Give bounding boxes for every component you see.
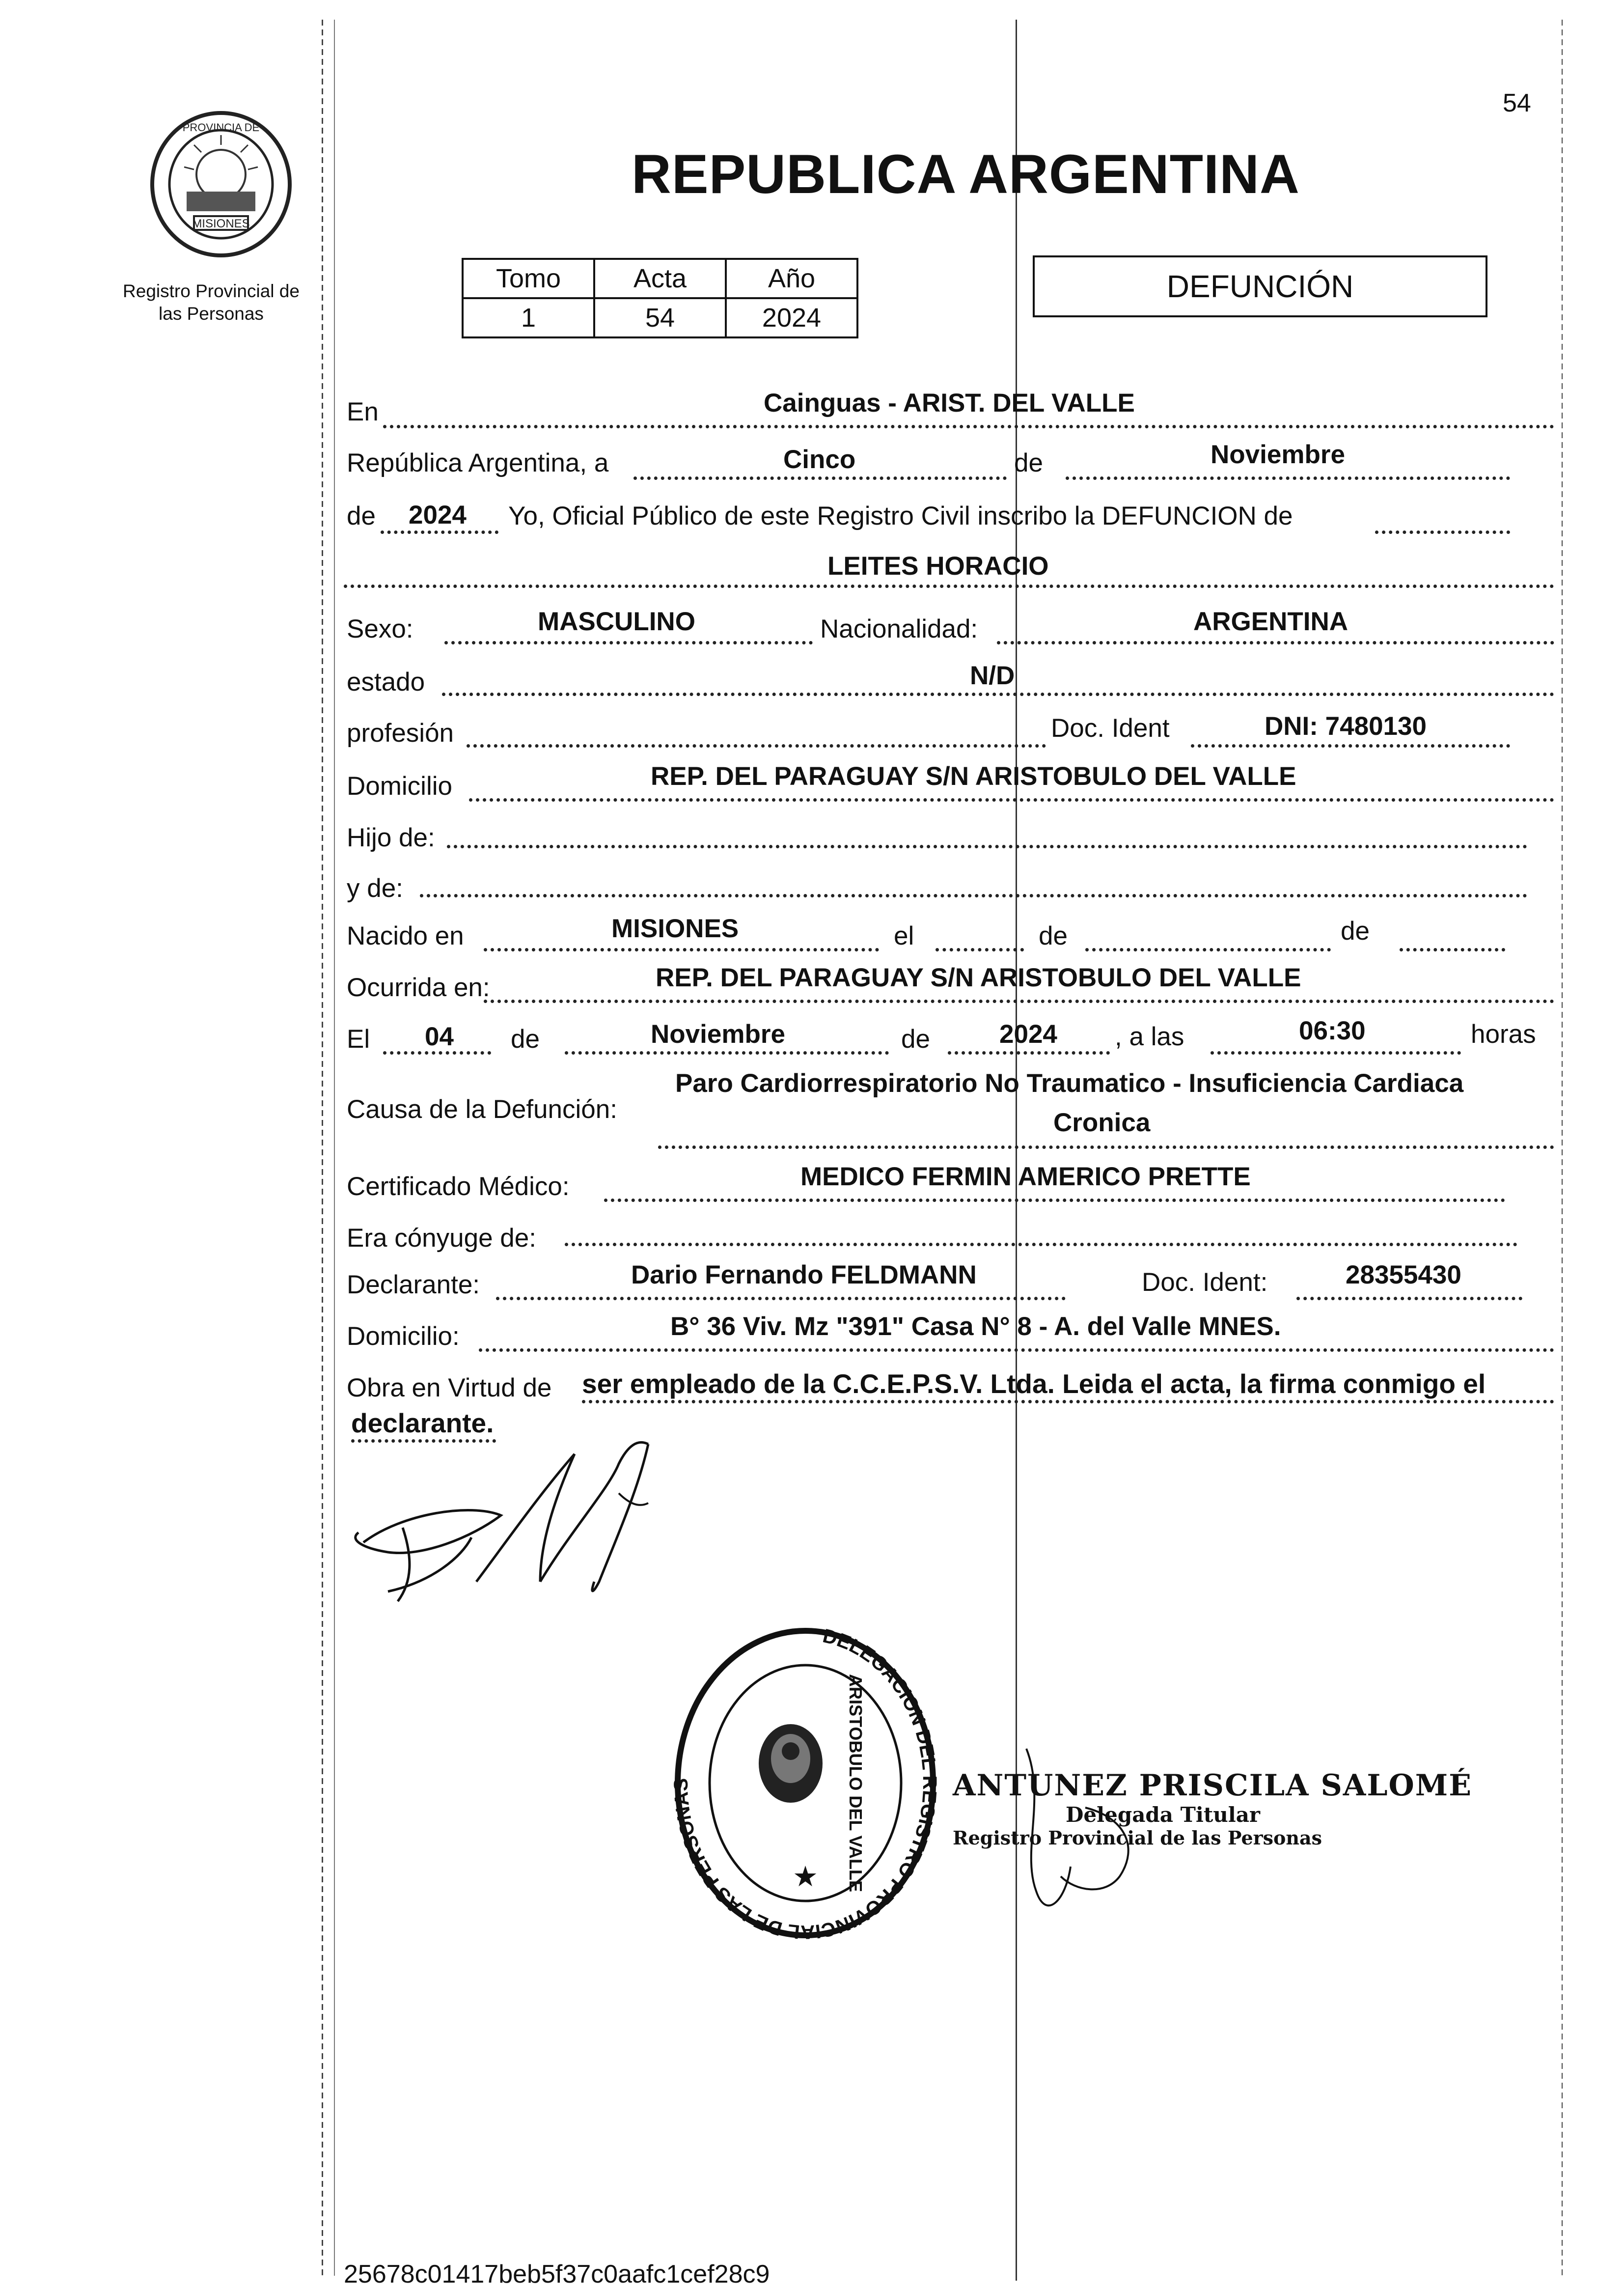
y-de-fill-line xyxy=(420,894,1527,897)
doc-ident2-label: Doc. Ident: xyxy=(1142,1268,1268,1297)
obra-fill-line xyxy=(582,1400,1554,1403)
record-type-box: DEFUNCIÓN xyxy=(1033,255,1487,317)
profesion-fill-line xyxy=(467,744,1046,748)
right-margin-line xyxy=(1562,20,1563,2276)
svg-text:★: ★ xyxy=(793,1861,818,1893)
death-day: 04 xyxy=(425,1022,454,1051)
ocurrida-value: REP. DEL PARAGUAY S/N ARISTOBULO DEL VALLE xyxy=(656,963,1301,992)
oficial-text: Yo, Oficial Público de este Registro Civil inscribo la DEFUNCION de xyxy=(508,502,1293,530)
left-margin-line xyxy=(322,20,323,2276)
svg-text:MISIONES: MISIONES xyxy=(192,217,250,230)
oficial-fill-line xyxy=(1375,530,1510,534)
hijo-de-label: Hijo de: xyxy=(347,823,435,852)
declarante-fill-line xyxy=(496,1297,1066,1300)
domicilio2-label: Domicilio: xyxy=(347,1322,460,1351)
day-fill-line xyxy=(633,476,1007,480)
province-seal-icon xyxy=(147,111,295,258)
tomo-value: 1 xyxy=(463,298,594,337)
nacido-en-fill-line xyxy=(484,948,879,951)
nacionalidad-fill-line xyxy=(997,641,1554,644)
el2-label: El xyxy=(347,1025,370,1054)
causa-fill-line xyxy=(658,1145,1554,1149)
estado-label: estado xyxy=(347,668,425,697)
causa-label: Causa de la Defunción: xyxy=(347,1095,617,1124)
doc-ident2-value: 28355430 xyxy=(1346,1260,1461,1289)
a-las-label: , a las xyxy=(1115,1022,1184,1051)
tomo-header: Tomo xyxy=(463,259,594,298)
registry-name xyxy=(118,280,304,325)
anio-header: Año xyxy=(726,259,857,298)
month-value: Noviembre xyxy=(1211,440,1345,469)
registry-name-line2: las Personas xyxy=(159,304,264,324)
domicilio-value: REP. DEL PARAGUAY S/N ARISTOBULO DEL VALLE xyxy=(651,762,1296,791)
left-margin-line-2 xyxy=(334,20,335,2276)
el-fill-line xyxy=(936,948,1024,951)
en-label: En xyxy=(347,397,379,426)
nacido-en-label: Nacido en xyxy=(347,921,464,950)
delegate-signature xyxy=(1007,1729,1154,1935)
sexo-label: Sexo: xyxy=(347,614,413,643)
causa-line2: Cronica xyxy=(1053,1108,1151,1137)
record-number-table xyxy=(462,258,858,338)
center-fold-line xyxy=(1016,20,1017,2281)
month-fill-line xyxy=(1066,476,1510,480)
stamp-inner-text: ARISTOBULO DEL VALLE xyxy=(846,1674,866,1893)
y-de-label: y de: xyxy=(347,874,403,903)
stamp-ring-text: DELEGACION DEL REGISTRO PROVINCIAL DE LAS PERSONAS xyxy=(670,1625,940,1943)
delegate-name: ANTUNEZ PRISCILA SALOMÉ xyxy=(953,1768,1472,1803)
year-fill-line xyxy=(381,530,498,534)
deceased-name: LEITES HORACIO xyxy=(827,552,1049,581)
de5-label: de xyxy=(511,1025,540,1054)
name-fill-line xyxy=(344,585,1554,588)
domicilio2-value: B° 36 Viv. Mz "391" Casa N° 8 - A. del Valle MNES. xyxy=(670,1312,1281,1341)
republica-label: República Argentina, a xyxy=(347,448,609,477)
nacionalidad-label: Nacionalidad: xyxy=(820,614,978,643)
domicilio-label: Domicilio xyxy=(347,772,452,801)
svg-text:PROVINCIA DE: PROVINCIA DE xyxy=(182,121,260,134)
domicilio-fill-line xyxy=(469,798,1554,802)
delegate-registry: Registro Provincial de las Personas xyxy=(953,1827,1322,1849)
ocurrida-label: Ocurrida en: xyxy=(347,973,490,1002)
nacionalidad-value: ARGENTINA xyxy=(1193,607,1349,636)
de4-label: de xyxy=(1341,917,1370,946)
death-day-fill-line xyxy=(383,1051,491,1055)
death-year-fill-line xyxy=(948,1051,1110,1055)
document-title: REPUBLICA ARGENTINA xyxy=(632,143,1300,205)
delegate-role: Delegada Titular xyxy=(1066,1803,1261,1827)
sexo-value: MASCULINO xyxy=(538,607,695,636)
death-year: 2024 xyxy=(999,1020,1057,1049)
el-label: el xyxy=(894,921,914,950)
death-time-fill-line xyxy=(1211,1051,1461,1055)
horas-label: horas xyxy=(1471,1020,1536,1049)
doc-ident-label: Doc. Ident xyxy=(1051,714,1170,743)
de-label: de xyxy=(1014,448,1043,477)
document-hash: 25678c01417beb5f37c0aafc1cef28c9 xyxy=(344,2260,770,2289)
de2-label: de xyxy=(347,502,376,530)
sexo-fill-line xyxy=(444,641,813,644)
declarante-value: Dario Fernando FELDMANN xyxy=(631,1260,977,1289)
ocurrida-fill-line xyxy=(484,1000,1554,1003)
declarant-signature xyxy=(344,1434,737,1641)
death-month-fill-line xyxy=(565,1051,889,1055)
en-fill-line xyxy=(383,425,1554,428)
official-stamp xyxy=(668,1621,943,1945)
domicilio2-fill-line xyxy=(479,1348,1554,1352)
obra-line1: ser empleado de la C.C.E.P.S.V. Ltda. Leida el acta, la firma conmigo el xyxy=(582,1368,1486,1399)
obra-line2: declarante. xyxy=(351,1408,494,1438)
coat-of-arms-icon xyxy=(759,1724,823,1803)
nacido-en-value: MISIONES xyxy=(611,914,739,943)
year-value: 2024 xyxy=(409,501,467,530)
death-time: 06:30 xyxy=(1299,1016,1366,1045)
conyuge-label: Era cónyuge de: xyxy=(347,1224,536,1253)
de4-fill-line xyxy=(1400,948,1505,951)
profesion-label: profesión xyxy=(347,719,454,748)
causa-line1: Paro Cardiorrespiratorio No Traumatico - Insuficiencia Cardiaca xyxy=(675,1069,1464,1098)
obra-label: Obra en Virtud de xyxy=(347,1373,552,1402)
certificado-value: MEDICO FERMIN AMERICO PRETTE xyxy=(800,1162,1251,1191)
registry-name-line1: Registro Provincial de xyxy=(123,281,300,301)
en-value: Cainguas - ARIST. DEL VALLE xyxy=(764,389,1135,418)
de3-fill-line xyxy=(1085,948,1331,951)
declarante-label: Declarante: xyxy=(347,1270,480,1299)
estado-value: N/D xyxy=(970,661,1015,690)
estado-fill-line xyxy=(442,693,1554,696)
certificado-label: Certificado Médico: xyxy=(347,1172,570,1201)
day-value: Cinco xyxy=(783,445,856,474)
doc-ident-value: DNI: 7480130 xyxy=(1265,712,1427,741)
de6-label: de xyxy=(901,1025,930,1054)
page-number: 54 xyxy=(1503,89,1531,117)
doc-ident2-fill-line xyxy=(1296,1297,1522,1300)
doc-ident-fill-line xyxy=(1191,744,1510,748)
acta-value: 54 xyxy=(594,298,726,337)
acta-header: Acta xyxy=(594,259,726,298)
anio-value: 2024 xyxy=(726,298,857,337)
conyuge-fill-line xyxy=(565,1243,1517,1246)
de3-label: de xyxy=(1039,921,1068,950)
certificado-fill-line xyxy=(604,1199,1505,1202)
death-month: Noviembre xyxy=(651,1020,785,1049)
hijo-de-fill-line xyxy=(447,845,1527,848)
